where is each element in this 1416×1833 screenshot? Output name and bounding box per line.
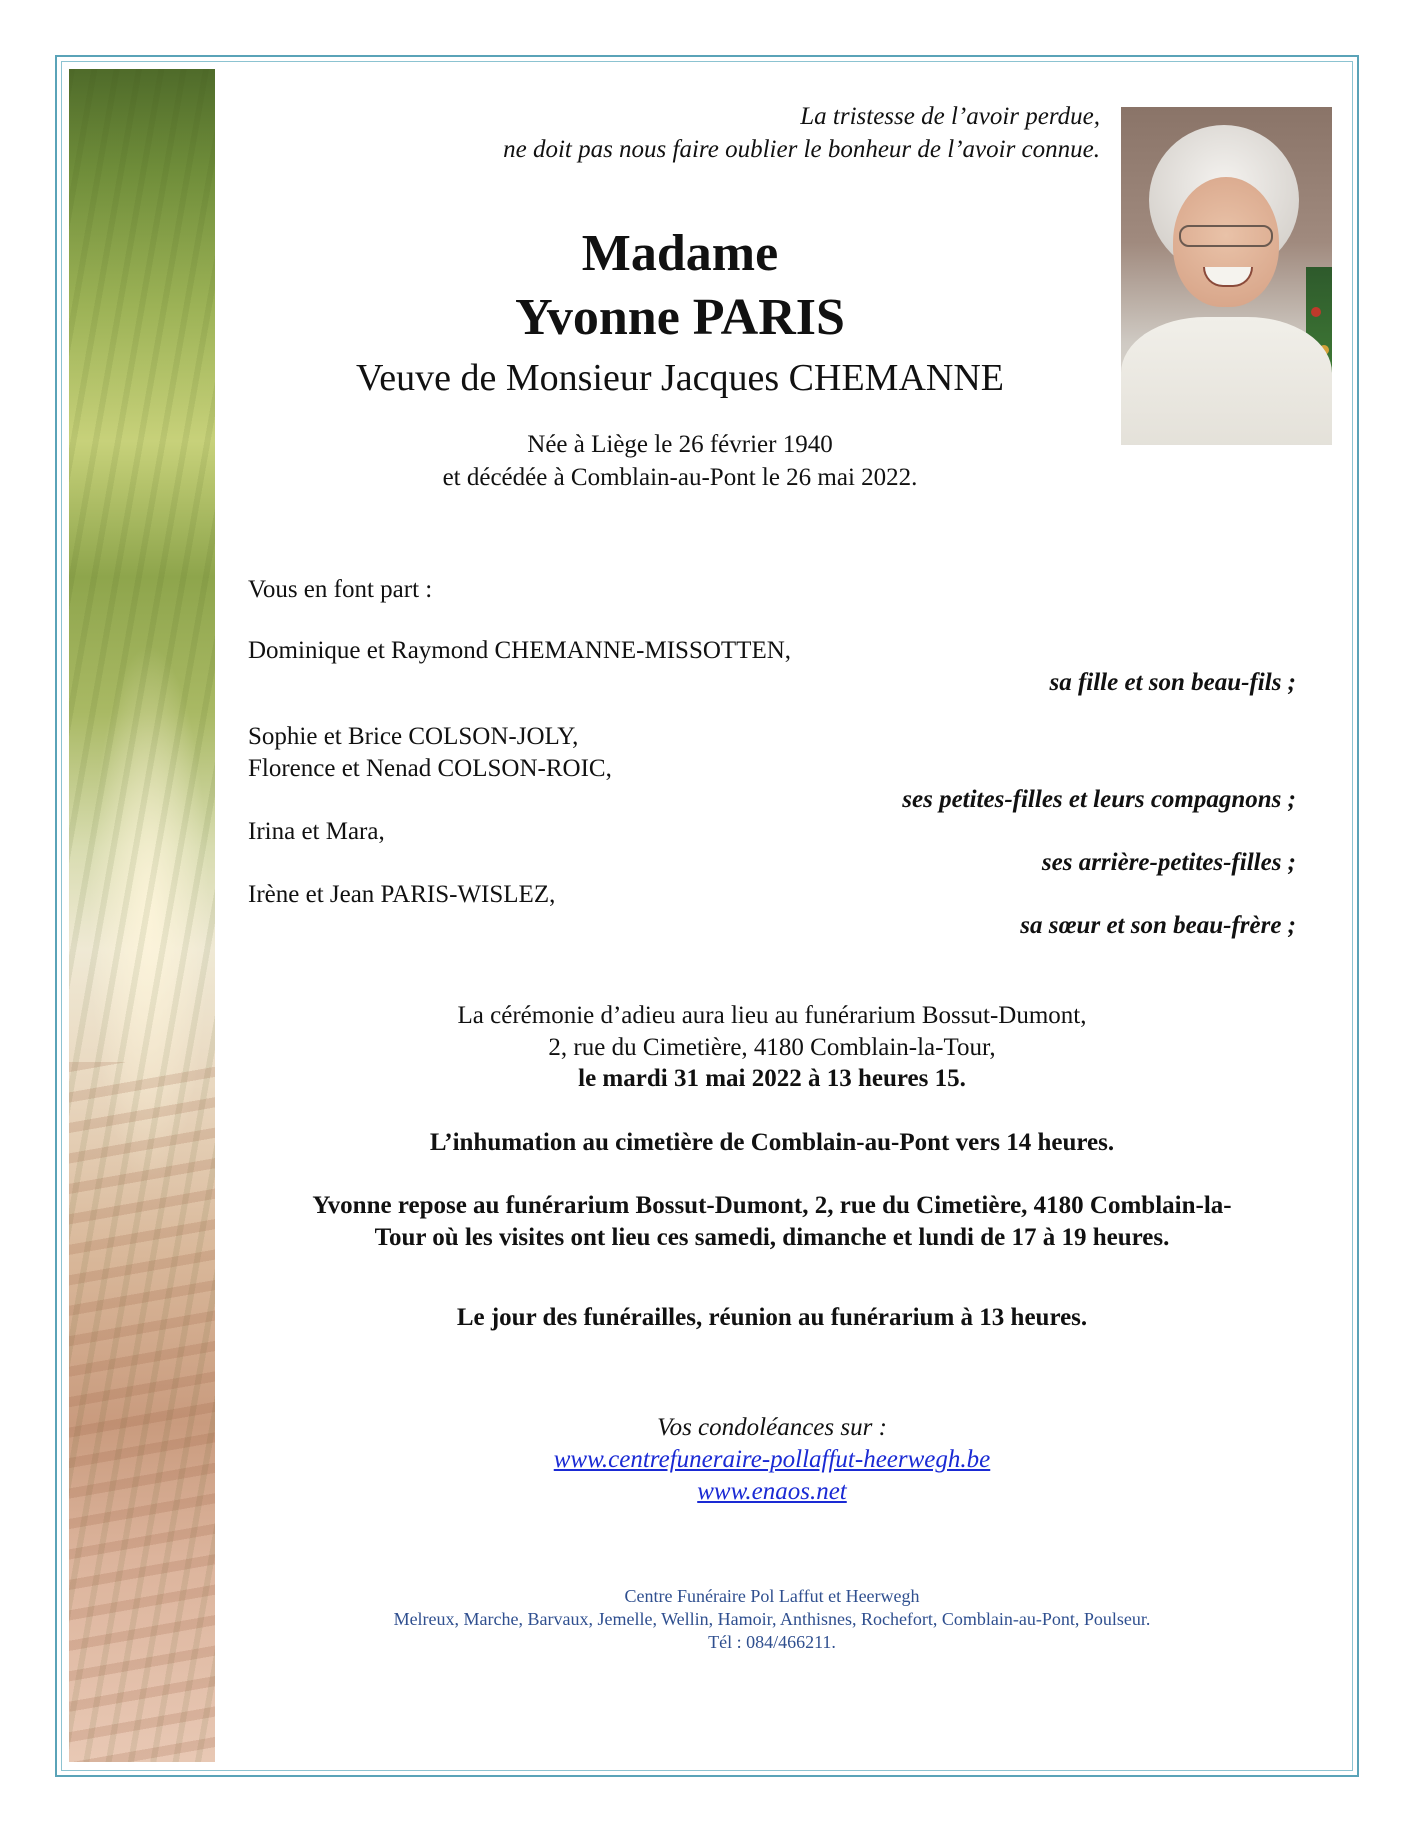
- family-relation: sa sœur et son beau-frère ;: [1020, 912, 1296, 939]
- family-name: Dominique et Raymond CHEMANNE-MISSOTTEN,: [248, 637, 792, 664]
- footer-locations: Melreux, Marche, Barvaux, Jemelle, Wellin, Hamoir, Anthisnes, Rochefort, Comblain-au-Pont, Poulseur.: [393, 1609, 1151, 1629]
- ceremony-info: [248, 1000, 1296, 1095]
- repose-line-1: Yvonne repose au funérarium Bossut-Dumont, 2, rue du Cimetière, 4180 Comblain-la-: [312, 1192, 1232, 1219]
- ceremony-date: le mardi 31 mai 2022 à 13 heures 15.: [578, 1065, 966, 1092]
- family-list: [248, 635, 1296, 942]
- funeral-home-footer: [248, 1585, 1296, 1654]
- memorial-quote: [503, 100, 1100, 166]
- ceremony-line-2: 2, rue du Cimetière, 4180 Comblain-la-Tour,: [548, 1033, 996, 1061]
- announce-label: Vous en font part :: [248, 576, 433, 603]
- family-relation: ses petites-filles et leurs compagnons ;: [902, 786, 1296, 813]
- repose-line-2: Tour où les visites ont lieu ces samedi, dimanche et lundi de 17 à 19 heures.: [374, 1224, 1170, 1251]
- condolences-link-funeral-center[interactable]: www.centrefuneraire-pollaffut-heerwegh.be: [553, 1446, 991, 1473]
- condolences: [248, 1412, 1296, 1508]
- family-name: Sophie et Brice COLSON-JOLY,: [248, 723, 579, 750]
- family-name: Irène et Jean PARIS-WISLEZ,: [248, 880, 556, 908]
- footer-phone: Tél : 084/466211.: [708, 1632, 836, 1652]
- condolences-label: Vos condoléances sur :: [657, 1414, 887, 1441]
- repose-info: [248, 1190, 1296, 1254]
- birth-death-dates: [250, 428, 1110, 494]
- family-name: Irina et Mara,: [248, 817, 385, 845]
- footer-company: Centre Funéraire Pol Laffut et Heerwegh: [624, 1586, 920, 1606]
- inhumation-info: L’inhumation au cimetière de Comblain-au-Pont vers 14 heures.: [429, 1129, 1115, 1156]
- quote-line-1: La tristesse de l’avoir perdue,: [800, 103, 1100, 130]
- family-name: Florence et Nenad COLSON-ROIC,: [248, 754, 612, 782]
- deceased-name: Yvonne PARIS: [515, 289, 845, 346]
- birth-line: Née à Liège le 26 février 1940: [527, 431, 833, 458]
- quote-line-2: ne doit pas nous faire oublier le bonheur de l’avoir connue.: [503, 136, 1100, 163]
- family-relation: sa fille et son beau-fils ;: [1049, 668, 1296, 696]
- widow-of: Veuve de Monsieur Jacques CHEMANNE: [356, 357, 1004, 399]
- condolences-link-enaos[interactable]: www.enaos.net: [697, 1478, 847, 1505]
- ceremony-line-1: La cérémonie d’adieu aura lieu au funérarium Bossut-Dumont,: [457, 1002, 1087, 1029]
- portrait-photo: [1121, 107, 1332, 445]
- death-line: et décédée à Comblain-au-Pont le 26 mai 2022.: [442, 464, 918, 491]
- family-relation: ses arrière-petites-filles ;: [1041, 849, 1296, 876]
- funeral-day-info: Le jour des funérailles, réunion au funérarium à 13 heures.: [456, 1304, 1088, 1331]
- honorific: Madame: [581, 225, 779, 282]
- forest-path-image: [69, 69, 215, 1762]
